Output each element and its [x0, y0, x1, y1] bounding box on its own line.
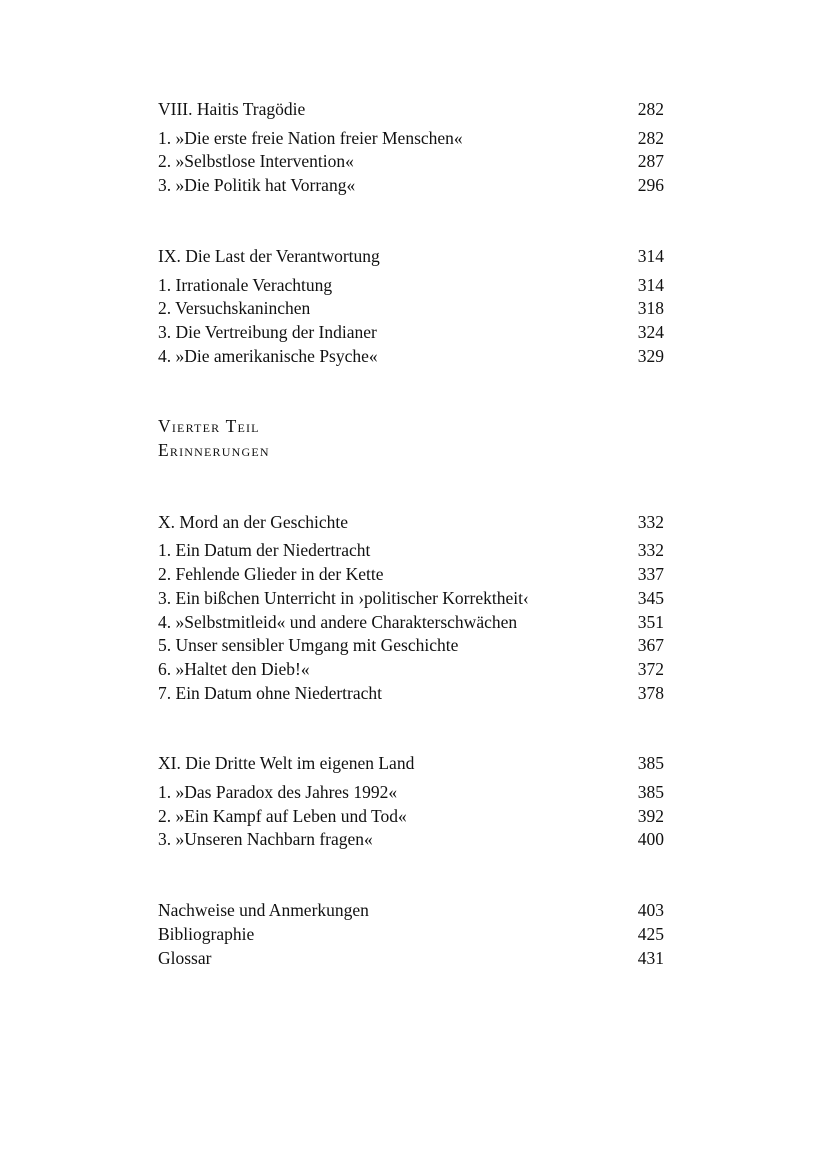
section-page-number: 296 [637, 175, 664, 196]
section-page-number: 345 [637, 587, 664, 608]
chapter-title: VIII. Haitis Tragödie [158, 99, 306, 119]
section-entry [158, 345, 664, 369]
part-number: Vierter Teil [158, 416, 260, 437]
section-entry [158, 611, 664, 635]
chapter-heading [158, 752, 664, 776]
section-title: 4. »Selbstmitleid« und andere Charakterschwächen [158, 611, 518, 632]
backmatter-title: Glossar [158, 947, 212, 968]
section-page-number: 367 [637, 635, 664, 656]
part-title: Erinnerungen [158, 440, 270, 461]
chapter-heading [158, 511, 664, 535]
section-title: 2. »Ein Kampf auf Leben und Tod« [158, 805, 407, 826]
chapter-page-number: 385 [637, 753, 664, 774]
section-page-number: 392 [637, 805, 664, 826]
backmatter-page-number: 425 [637, 923, 664, 944]
section-page-number: 378 [637, 682, 664, 703]
section-entry [158, 828, 664, 852]
section-title: 6. »Haltet den Dieb!« [158, 658, 310, 679]
section-page-number: 385 [637, 782, 664, 803]
chapter-page-number: 332 [637, 511, 664, 532]
section-title: 2. Versuchskaninchen [158, 298, 311, 319]
section-title: 3. »Die Politik hat Vorrang« [158, 175, 356, 196]
section-entry [158, 174, 664, 198]
section-title: 1. »Die erste freie Nation freier Menschen« [158, 127, 463, 148]
chapter-title: IX. Die Last der Verantwortung [158, 245, 380, 266]
chapter-page-number: 314 [637, 245, 664, 266]
section-title: 1. »Das Paradox des Jahres 1992« [158, 782, 398, 803]
chapter-block [158, 98, 664, 198]
section-page-number: 314 [637, 274, 664, 295]
section-title: 2. Fehlende Glieder in der Kette [158, 564, 384, 585]
section-page-number: 318 [637, 298, 664, 319]
table-of-contents [158, 98, 664, 970]
chapter-block [158, 752, 664, 852]
section-entry [158, 150, 664, 174]
section-entry [158, 274, 664, 298]
section-entry [158, 805, 664, 829]
section-title: 4. »Die amerikanische Psyche« [158, 345, 378, 366]
section-title: 1. Ein Datum der Niedertracht [158, 540, 371, 561]
section-page-number: 351 [637, 611, 664, 632]
section-entry [158, 634, 664, 658]
section-entry [158, 682, 664, 706]
section-entry [158, 563, 664, 587]
chapter-title: XI. Die Dritte Welt im eigenen Land [158, 753, 415, 774]
chapter-block [158, 245, 664, 369]
section-page-number: 287 [637, 151, 664, 172]
section-page-number: 324 [637, 321, 664, 342]
section-title: 5. Unser sensibler Umgang mit Geschichte [158, 635, 459, 656]
section-title: 1. Irrationale Verachtung [158, 274, 333, 295]
chapter-title: X. Mord an der Geschichte [158, 511, 349, 532]
chapter-block [158, 511, 664, 706]
section-entry [158, 321, 664, 345]
section-page-number: 282 [637, 127, 664, 148]
backmatter-entry [158, 923, 664, 947]
section-page-number: 400 [637, 829, 664, 850]
backmatter-entry [158, 947, 664, 971]
section-entry [158, 781, 664, 805]
chapter-heading [158, 98, 664, 122]
section-title: 3. »Unseren Nachbarn fragen« [158, 829, 373, 850]
backmatter-page-number: 403 [637, 900, 664, 921]
section-title: 3. Die Vertreibung der Indianer [158, 321, 377, 342]
section-entry [158, 658, 664, 682]
backmatter-title: Bibliographie [158, 923, 255, 944]
chapter-page-number: 282 [637, 99, 664, 119]
section-entry [158, 587, 664, 611]
section-title: 7. Ein Datum ohne Niedertracht [158, 682, 383, 703]
section-entry [158, 539, 664, 563]
section-entry [158, 297, 664, 321]
part-heading [158, 415, 664, 462]
section-entry [158, 127, 664, 151]
backmatter-page-number: 431 [637, 947, 664, 968]
section-page-number: 372 [637, 658, 664, 679]
backmatter-block [158, 899, 664, 970]
section-title: 3. Ein bißchen Unterricht in ›politischer Korrektheit‹ [158, 587, 529, 608]
section-page-number: 332 [637, 540, 664, 561]
section-page-number: 337 [637, 564, 664, 585]
section-title: 2. »Selbstlose Intervention« [158, 151, 354, 172]
backmatter-entry [158, 899, 664, 923]
backmatter-title: Nachweise und Anmerkungen [158, 900, 369, 921]
section-page-number: 329 [637, 345, 664, 366]
chapter-heading [158, 245, 664, 269]
